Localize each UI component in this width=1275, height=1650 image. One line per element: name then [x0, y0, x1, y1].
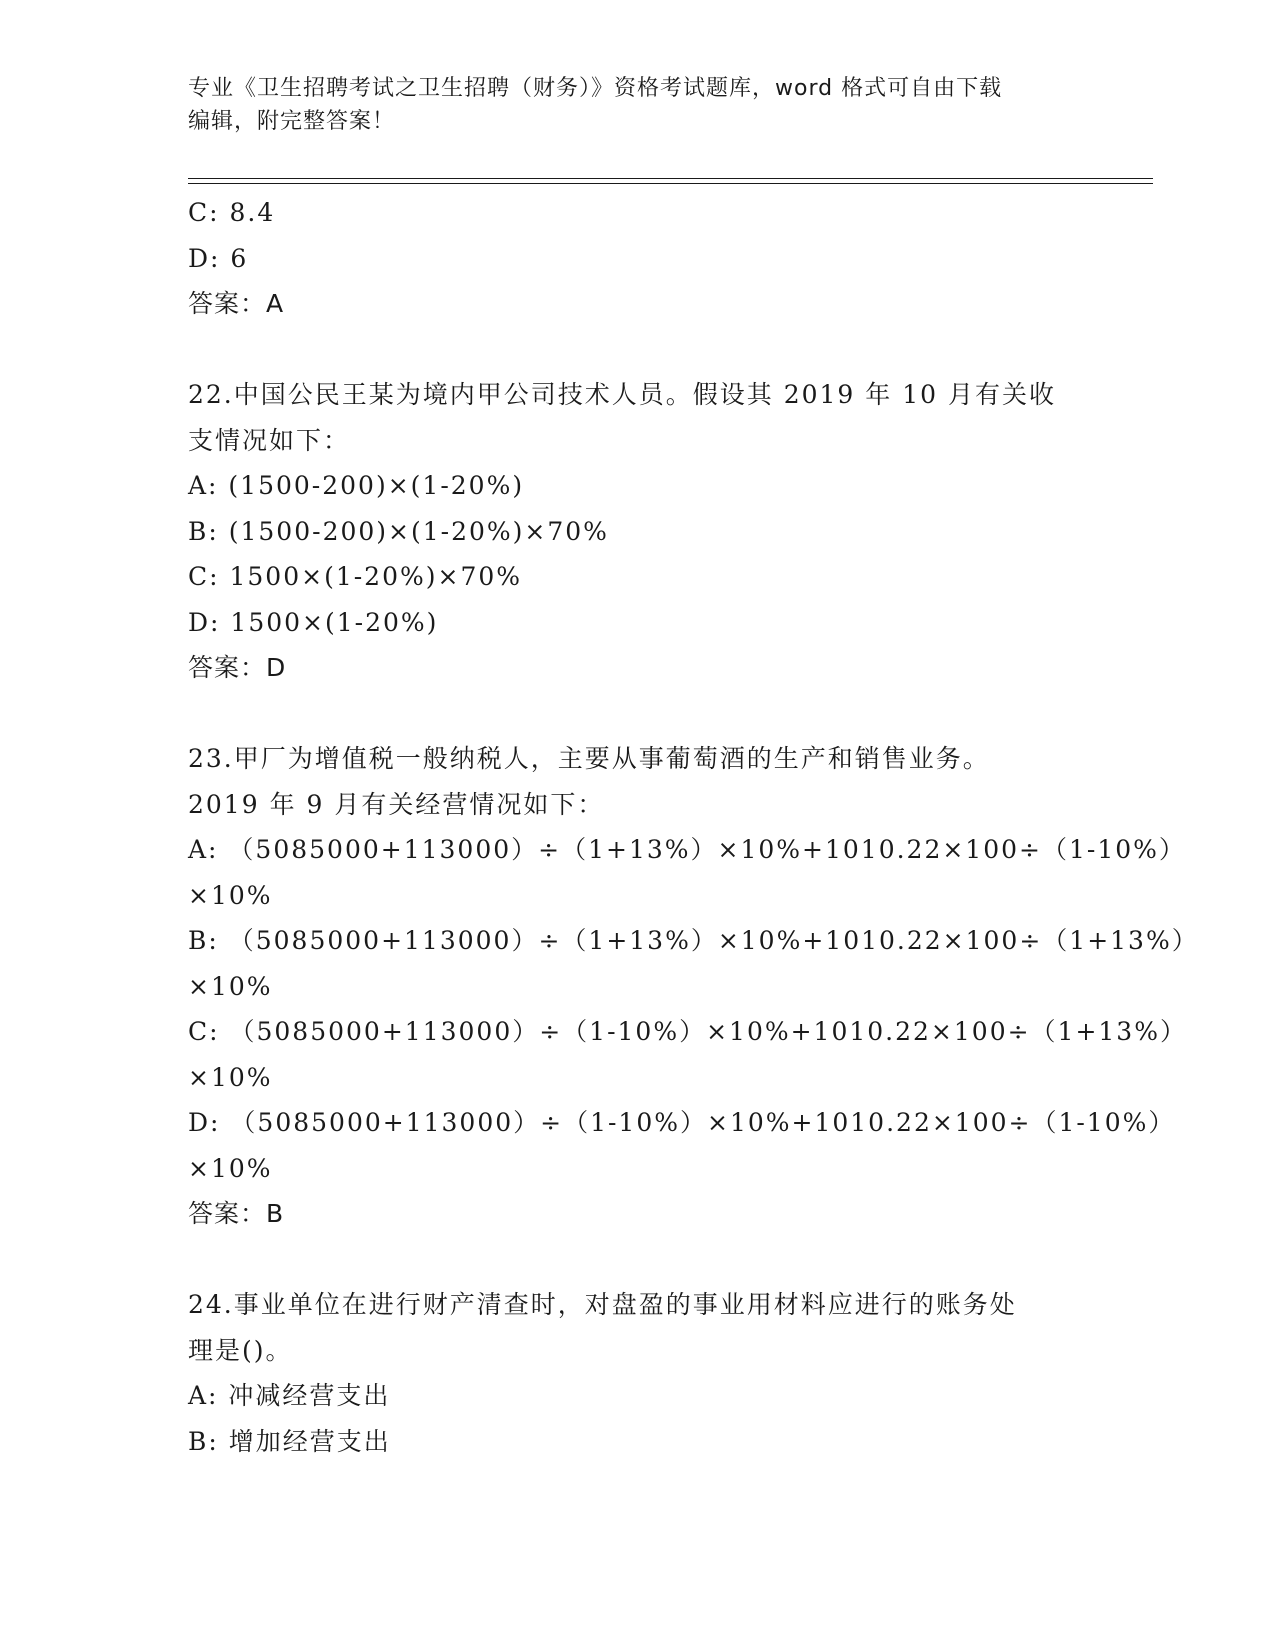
option-d: D: 6 [188, 243, 249, 273]
header-divider-bottom [188, 183, 1153, 184]
answer-line: 答案：A [188, 289, 285, 318]
document-header [188, 72, 1068, 138]
spacer [188, 327, 1078, 373]
question-stem: 22.中国公民王某为境内甲公司技术人员。假设其 2019 年 10 月有关收 [188, 380, 1056, 409]
option-c: C: （5085000+113000）÷（1-10%）×10%+1010.22×100÷（1+13%） [188, 1017, 1187, 1046]
document-body [188, 190, 1199, 1464]
option-a: A: （5085000+113000）÷（1+13%）×10%+1010.22×100÷（1-10%） [188, 835, 1186, 864]
option-a: A: (1500-200)×(1-20%) [188, 471, 525, 500]
prev-question [188, 190, 1078, 327]
spacer [188, 1237, 1078, 1283]
answer-line: 答案：D [188, 653, 287, 682]
question-stem-cont: 2019 年 9 月有关经营情况如下： [188, 789, 605, 819]
question-stem-cont: 理是()。 [188, 1335, 293, 1365]
option-d: D: 1500×(1-20%) [188, 607, 439, 637]
question-stem: 24.事业单位在进行财产清查时，对盘盈的事业用材料应进行的账务处 [188, 1290, 1017, 1319]
option-b: B: 增加经营支出 [188, 1426, 391, 1456]
question-stem-cont: 支情况如下： [188, 425, 351, 455]
question-23 [188, 736, 1199, 1237]
option-d-cont: ×10% [188, 1153, 273, 1183]
header-line-1: 专业《卫生招聘考试之卫生招聘（财务）》资格考试题库，word 格式可自由下载 [188, 76, 1003, 101]
question-24 [188, 1282, 1078, 1464]
option-a: A: 冲减经营支出 [188, 1381, 391, 1410]
option-b: B: （5085000+113000）÷（1+13%）×10%+1010.22×100÷（1+13%） [188, 926, 1199, 955]
question-stem: 23.甲厂为增值税一般纳税人，主要从事葡萄酒的生产和销售业务。 [188, 744, 990, 773]
answer-line: 答案：B [188, 1199, 285, 1228]
option-a-cont: ×10% [188, 880, 273, 910]
option-c-cont: ×10% [188, 1062, 273, 1092]
option-b: B: (1500-200)×(1-20%)×70% [188, 516, 609, 546]
option-d: D: （5085000+113000）÷（1-10%）×10%+1010.22×100÷（1-10%） [188, 1108, 1176, 1137]
option-c: C: 8.4 [188, 198, 276, 227]
spacer [188, 691, 1078, 737]
header-line-2: 编辑，附完整答案！ [188, 109, 396, 134]
option-c: C: 1500×(1-20%)×70% [188, 562, 523, 591]
question-22 [188, 372, 1078, 691]
option-b-cont: ×10% [188, 971, 273, 1001]
header-divider-top [188, 178, 1153, 179]
